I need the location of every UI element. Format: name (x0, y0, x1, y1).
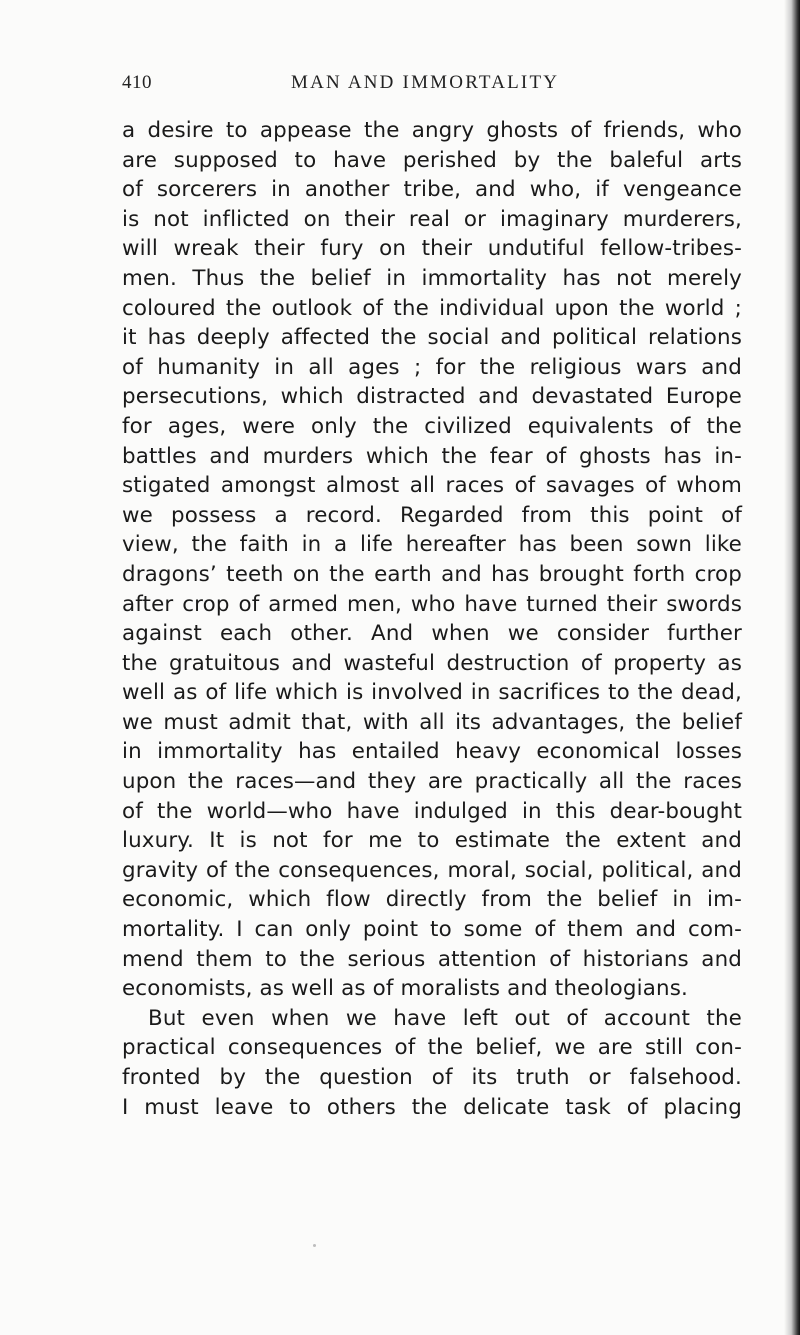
text-line: But even when we have left out of account the (148, 1005, 742, 1031)
text-line: a desire to appease the angry ghosts of friends, who (122, 118, 742, 143)
text-line: will wreak their fury on their undutiful fellow-tribes- (122, 236, 742, 262)
text-line: in immortality has entailed heavy economical losses (122, 739, 742, 765)
text-line: we must admit that, with all its advantages, the belief (122, 709, 742, 735)
text-line: I must leave to others the delicate task of placing (122, 1094, 742, 1120)
text-line: mend them to the serious attention of historians and (122, 946, 742, 972)
text-line: persecutions, which distracted and devastated Europe (122, 384, 742, 410)
text-line: of sorcerers in another tribe, and who, if vengeance (122, 177, 742, 203)
text-line: of the world—who have indulged in this dear-bought (122, 798, 742, 824)
text-line: economic, which flow directly from the belief in im- (122, 887, 742, 913)
body-text (122, 116, 742, 1122)
page-number: 410 (122, 72, 152, 93)
text-line: are supposed to have perished by the baleful arts (122, 147, 742, 173)
text-line: gravity of the consequences, moral, social, political, and (122, 857, 742, 883)
text-line: economists, as well as of moralists and theologians. (122, 976, 688, 1002)
text-line: it has deeply affected the social and political relations (122, 325, 742, 351)
paragraph-2 (122, 1004, 742, 1122)
text-line: stigated amongst almost all races of savages of whom (122, 473, 742, 499)
text-line: fronted by the question of its truth or falsehood. (122, 1065, 742, 1090)
text-line: the gratuitous and wasteful destruction of property as (122, 650, 742, 676)
paragraph-1 (122, 116, 742, 1004)
text-line: men. Thus the belief in immortality has not merely (122, 265, 742, 291)
text-line: practical consequences of the belief, we are still con- (122, 1035, 742, 1061)
page-edge-shadow (784, 0, 800, 1335)
text-line: well as of life which is involved in sacrifices to the dead, (122, 680, 742, 706)
text-line: battles and murders which the fear of ghosts has in- (122, 443, 742, 469)
text-line: against each other. And when we consider further (122, 621, 742, 647)
text-line: of humanity in all ages ; for the religious wars and (122, 354, 742, 380)
text-line: dragons’ teeth on the earth and has brought forth crop (122, 561, 742, 587)
text-line: coloured the outlook of the individual upon the world ; (122, 295, 742, 321)
paper-speck (313, 1244, 316, 1247)
running-head (122, 72, 742, 100)
text-line: after crop of armed men, who have turned their swords (122, 591, 742, 617)
text-line: mortality. I can only point to some of them and com- (122, 917, 742, 943)
text-line: for ages, were only the civilized equivalents of the (122, 413, 742, 439)
text-line: upon the races—and they are practically all the races (122, 769, 742, 795)
running-title: MAN AND IMMORTALITY (291, 72, 560, 93)
text-line: view, the faith in a life hereafter has been sown like (122, 532, 742, 558)
text-line: is not inflicted on their real or imaginary murderers, (122, 206, 742, 232)
text-line: we possess a record. Regarded from this point of (122, 502, 742, 528)
text-line: luxury. It is not for me to estimate the extent and (122, 828, 742, 854)
